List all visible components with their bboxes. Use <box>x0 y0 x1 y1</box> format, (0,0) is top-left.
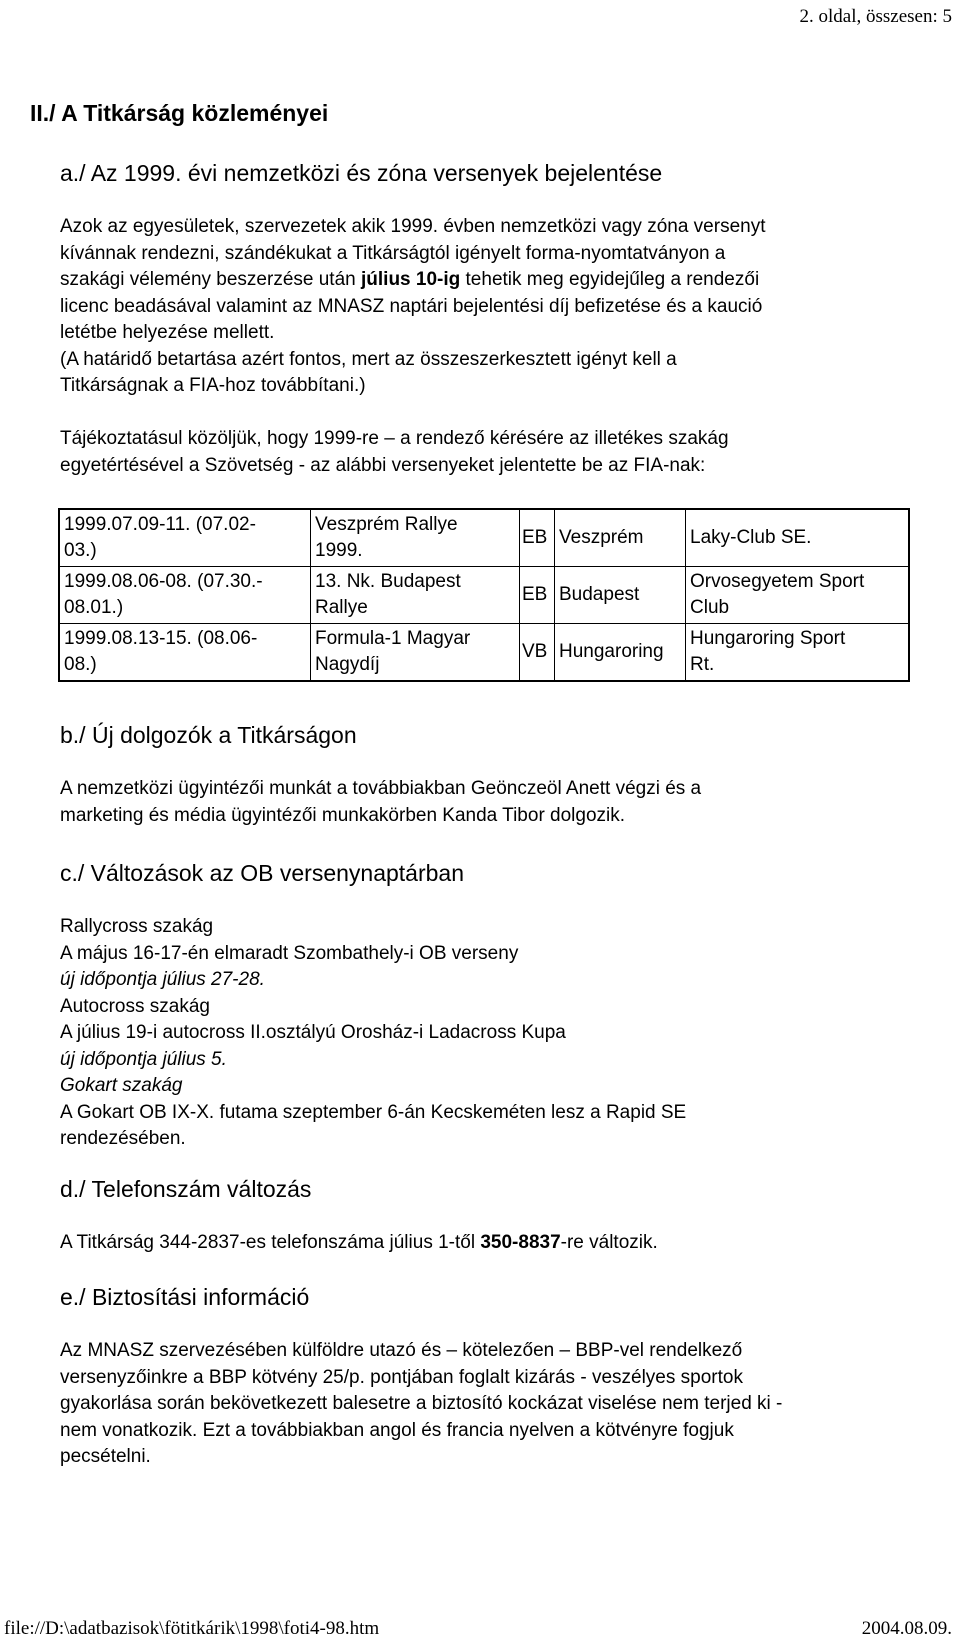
event-type-cell: EB <box>520 567 555 624</box>
text-line: letétbe helyezése mellett. <box>60 322 275 343</box>
page-counter: 2. oldal, összesen: 5 <box>799 6 952 27</box>
event-date-cell <box>59 624 311 682</box>
paragraph-a-announcement <box>60 214 940 400</box>
event-name-cell <box>311 567 520 624</box>
text-segment: tehetik meg egyidejűleg a rendezői <box>460 269 760 290</box>
paragraph-c <box>60 914 940 1153</box>
text-line: (A határidő betartása azért fontos, mert az összeszerkesztett igényt kell a <box>60 348 677 370</box>
event-name-cell <box>311 624 520 682</box>
text-line: A Gokart OB IX-X. futama szeptember 6-án Kecskeméten lesz a Rapid SE <box>60 1101 687 1123</box>
paragraph-e <box>60 1338 940 1471</box>
event-organizer-cell <box>686 567 910 624</box>
text-line: versenyzőinkre a BBP kötvény 25/p. pontjában foglalt kizárás - veszélyes sportok <box>60 1366 743 1388</box>
paragraph-b <box>60 776 940 829</box>
text-line: Titkárságnak a FIA-hoz továbbítani.) <box>60 375 366 396</box>
text-line: kívánnak rendezni, szándékukat a Titkárságtól igényelt forma-nyomtatványon a <box>60 242 726 264</box>
event-place-cell: Hungaroring <box>555 624 686 682</box>
category-heading: Rallycross szakág <box>60 916 214 937</box>
event-name: Veszprém Rallye <box>315 514 458 535</box>
text-segment: A Titkárság 344-2837-es telefonszáma július 1-től <box>60 1232 481 1253</box>
text-line: Az MNASZ szervezésében külföldre utazó és – kötelezően – BBP-vel rendelkező <box>60 1340 743 1361</box>
text-line: egyetértésével a Szövetség - az alábbi versenyeket jelentette be az FIA-nak: <box>60 454 706 476</box>
event-name: Formula-1 Magyar <box>315 628 471 649</box>
text-line: gyakorlása során bekövetkezett balesetre a biztosító kockázat viselése nem terjed ki - <box>60 1393 783 1414</box>
subsection-a-title: a./ Az 1999. évi nemzetközi és zóna versenyek bejelentése <box>60 160 663 186</box>
text-line <box>60 1230 940 1257</box>
paragraph-d <box>60 1230 940 1257</box>
event-date: 08.01.) <box>64 597 124 618</box>
event-type-cell: EB <box>520 509 555 567</box>
event-date: 1999.08.06-08. (07.30.- <box>64 571 263 592</box>
event-organizer: Orvosegyetem Sport <box>690 571 865 592</box>
paragraph-a-info <box>60 426 940 479</box>
table-row <box>59 624 909 682</box>
category-heading: Autocross szakág <box>60 995 210 1017</box>
event-organizer: Rt. <box>690 654 715 675</box>
event-organizer-cell: Laky-Club SE. <box>686 509 910 567</box>
events-table <box>58 508 910 682</box>
subsection-e-title: e./ Biztosítási információ <box>60 1284 310 1310</box>
event-name: 13. Nk. Budapest <box>315 571 461 592</box>
section-title: II./ A Titkárság közleményei <box>30 100 329 126</box>
new-date-line: új időpontja július 5. <box>60 1048 227 1070</box>
event-organizer: Club <box>690 597 730 618</box>
file-path: file://D:\adatbazisok\fötitkárik\1998\foti4-98.htm <box>4 1618 380 1639</box>
deadline-bold: július 10-ig <box>361 269 461 290</box>
event-date: 08.) <box>64 654 97 675</box>
event-date-cell <box>59 509 311 567</box>
new-date-line: új időpontja július 27-28. <box>60 969 265 990</box>
text-line: A május 16-17-én elmaradt Szombathely-i OB verseny <box>60 942 519 964</box>
text-line <box>60 267 940 294</box>
event-type-cell: VB <box>520 624 555 682</box>
subsection-d-title: d./ Telefonszám változás <box>60 1176 312 1202</box>
text-line: marketing és média ügyintézői munkakörben Kanda Tibor dolgozik. <box>60 804 626 826</box>
print-date: 2004.08.09. <box>861 1618 952 1639</box>
event-date-cell <box>59 567 311 624</box>
text-line: pecsételni. <box>60 1446 151 1467</box>
event-date: 03.) <box>64 540 97 561</box>
event-name-cell <box>311 509 520 567</box>
text-line: licenc beadásával valamint az MNASZ naptári bejelentési díj befizetése és a kaució <box>60 295 763 317</box>
category-heading: Gokart szakág <box>60 1075 183 1096</box>
new-phone-number: 350-8837 <box>480 1232 561 1253</box>
event-organizer: Hungaroring Sport <box>690 628 846 649</box>
event-name: Rallye <box>315 597 368 618</box>
text-line: A nemzetközi ügyintézői munkát a továbbiakban Geönczeöl Anett végzi és a <box>60 778 702 799</box>
event-name: Nagydíj <box>315 654 380 675</box>
text-line: rendezésében. <box>60 1128 186 1149</box>
event-place-cell: Budapest <box>555 567 686 624</box>
table-row <box>59 567 909 624</box>
text-line: nem vonatkozik. Ezt a továbbiakban angol és francia nyelven a kötvényre fogjuk <box>60 1419 734 1441</box>
table-row <box>59 509 909 567</box>
subsection-c-title: c./ Változások az OB versenynaptárban <box>60 860 464 886</box>
event-name: 1999. <box>315 540 363 561</box>
text-segment: -re változik. <box>560 1232 658 1253</box>
text-line: A július 19-i autocross II.osztályú Orosház-i Ladacross Kupa <box>60 1022 566 1043</box>
subsection-b-title: b./ Új dolgozók a Titkárságon <box>60 722 357 748</box>
text-segment: szakági vélemény beszerzése után <box>60 269 361 290</box>
event-date: 1999.08.13-15. (08.06- <box>64 628 258 649</box>
text-line: Azok az egyesületek, szervezetek akik 1999. évben nemzetközi vagy zóna versenyt <box>60 216 766 237</box>
event-date: 1999.07.09-11. (07.02- <box>64 514 256 535</box>
event-place-cell: Veszprém <box>555 509 686 567</box>
text-line: Tájékoztatásul közöljük, hogy 1999-re – a rendező kérésére az illetékes szakág <box>60 428 729 449</box>
event-organizer-cell <box>686 624 910 682</box>
